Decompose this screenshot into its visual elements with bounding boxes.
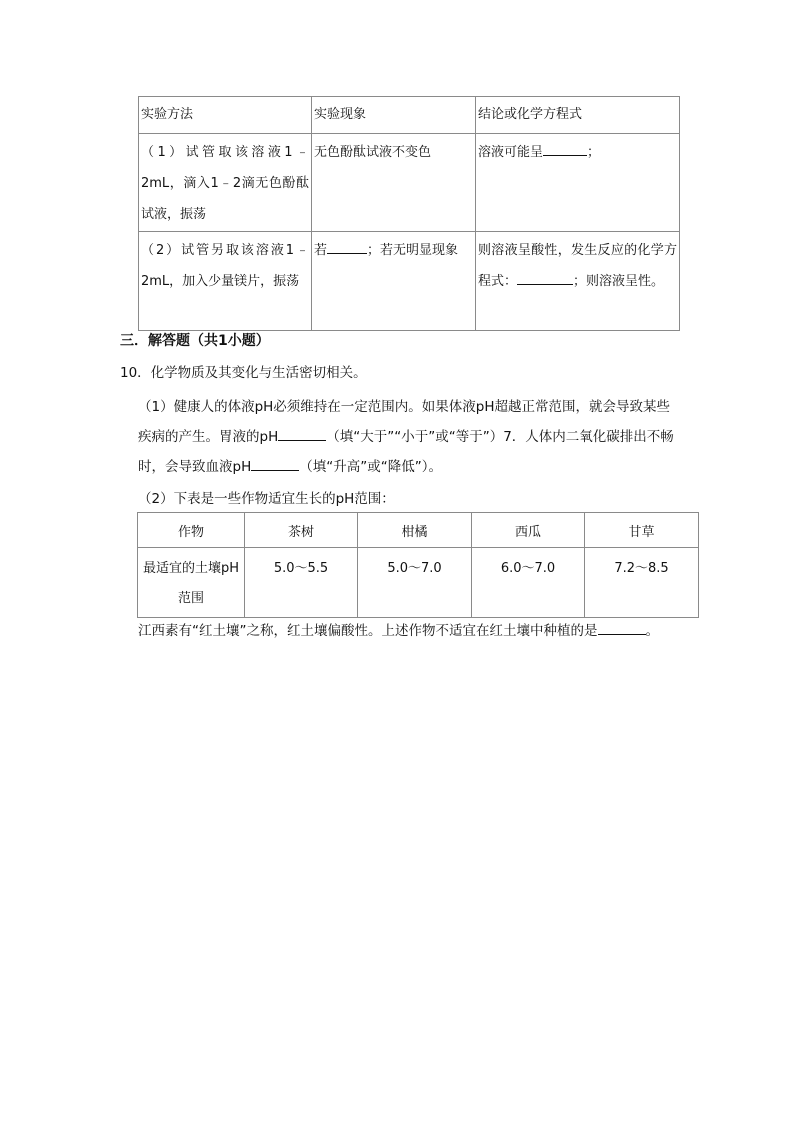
header-watermelon: 西瓜 <box>472 513 585 548</box>
ph-citrus: 5.0～7.0 <box>358 548 472 618</box>
header-crop: 作物 <box>138 513 245 548</box>
row1-conclusion: 溶液可能呈 ； <box>476 134 680 232</box>
table-row <box>139 232 680 331</box>
row1-phenomenon: 无色酚酞试液不变色 <box>312 134 476 232</box>
table-row <box>139 134 680 232</box>
header-tea: 茶树 <box>245 513 358 548</box>
question-part-2: （2）下表是一些作物适宜生长的pH范围： <box>138 491 395 507</box>
question-part-3: 江西素有“红土壤”之称，红土壤偏酸性。上述作物不适宜在红土壤中种植的是 。 <box>138 616 659 646</box>
table-header-row <box>138 513 699 548</box>
ph-tea: 5.0～5.5 <box>245 548 358 618</box>
header-licorice: 甘草 <box>585 513 699 548</box>
answer-blank <box>598 621 646 636</box>
row2-conclusion: 则溶液呈酸性，发生反应的化学方程式： ；则溶液呈性。 <box>476 232 680 331</box>
row2-phenomenon: 若 ；若无明显现象 <box>312 232 476 331</box>
experiment-table <box>138 96 680 331</box>
answer-blank <box>517 271 573 285</box>
header-citrus: 柑橘 <box>358 513 472 548</box>
answer-blank <box>278 427 326 442</box>
question-part-1: （1）健康人的体液pH必须维持在一定范围内。如果体液pH超越正常范围，就会导致某些疾病的产生。胃液的pH （填“大于”“小于”或“等于”）7．人体内二氧化碳排出不畅时，会导致血液pH （填“升高”或“降低”）。 <box>138 399 674 475</box>
header-method: 实验方法 <box>139 97 312 134</box>
table-row <box>138 548 699 618</box>
answer-blank <box>543 142 587 156</box>
answer-blank <box>251 457 299 472</box>
answer-blank <box>327 240 367 254</box>
table-header-row <box>139 97 680 134</box>
header-conclusion: 结论或化学方程式 <box>476 97 680 134</box>
ph-watermelon: 6.0～7.0 <box>472 548 585 618</box>
row-label: 最适宜的土壤pH范围 <box>138 548 245 618</box>
section-title: 三．解答题（共1小题） <box>120 333 270 349</box>
ph-licorice: 7.2～8.5 <box>585 548 699 618</box>
crop-ph-table <box>137 512 699 618</box>
row1-method: （1）试管取该溶液1﹣2mL，滴入1﹣2滴无色酚酞试液，振荡 <box>139 134 312 232</box>
header-phenomenon: 实验现象 <box>312 97 476 134</box>
row2-method: （2）试管另取该溶液1﹣2mL，加入少量镁片，振荡 <box>139 232 312 331</box>
question-stem: 10．化学物质及其变化与生活密切相关。 <box>120 365 367 381</box>
